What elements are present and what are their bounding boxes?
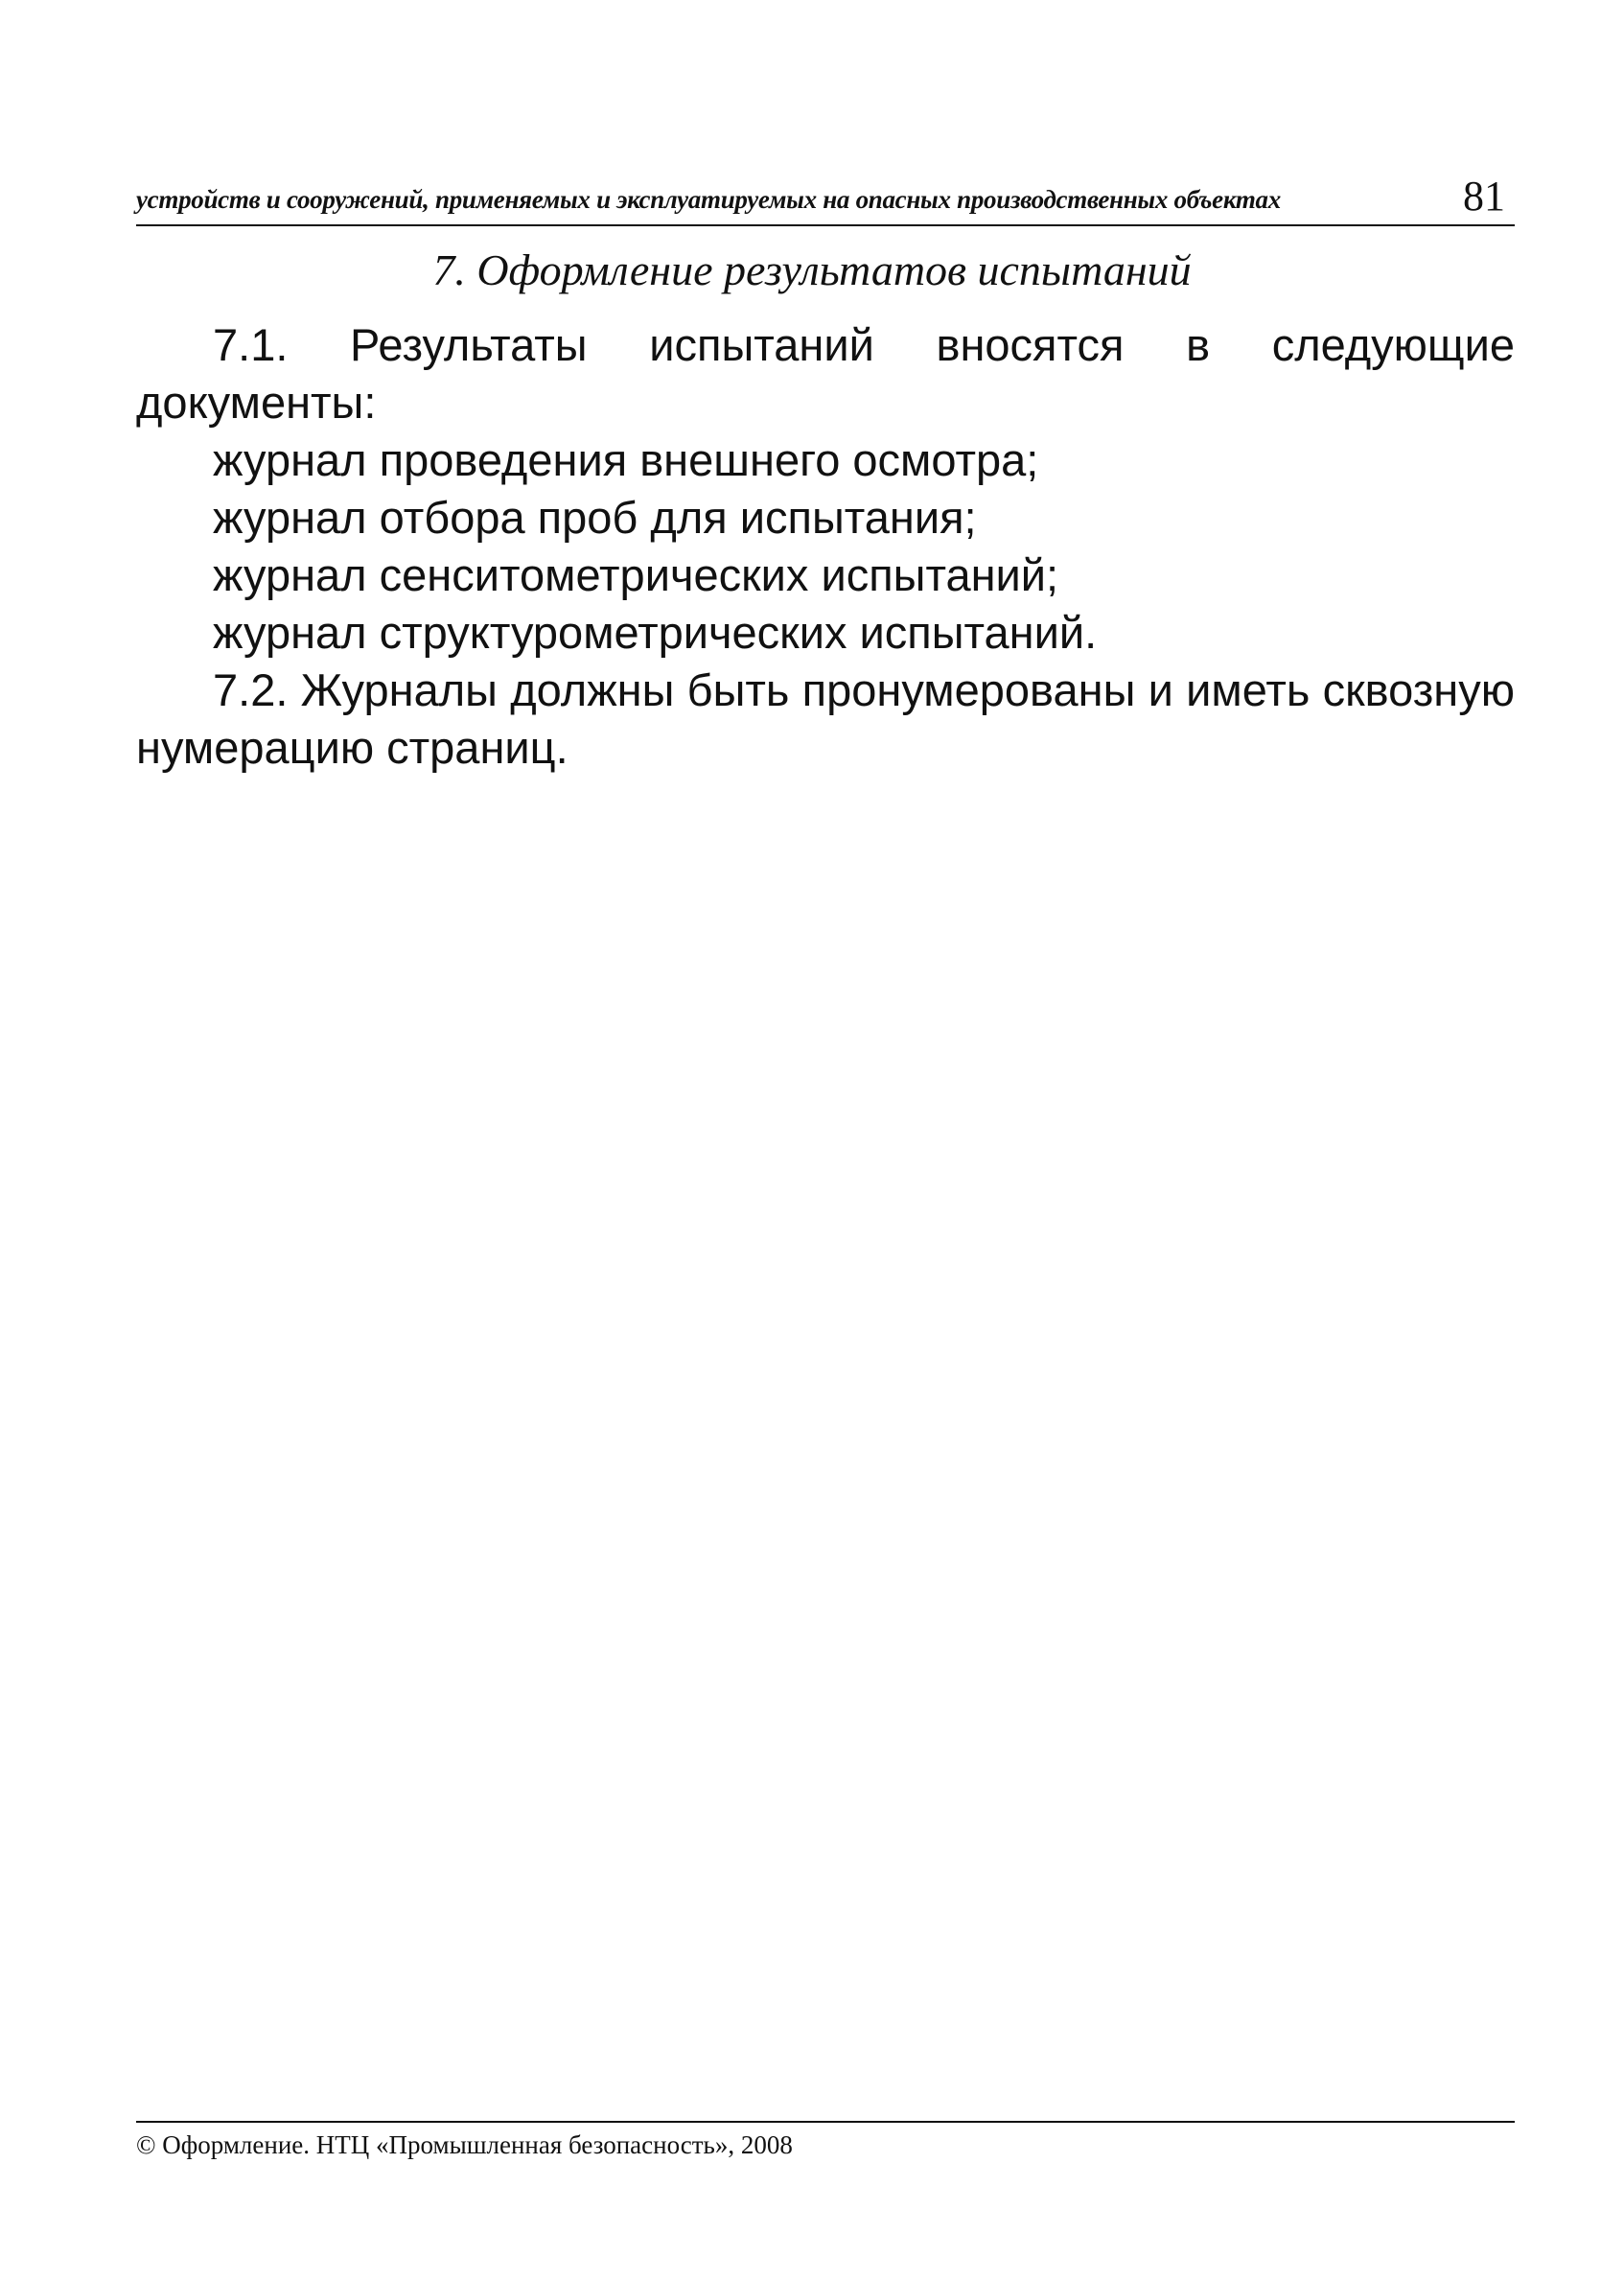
- document-list-item: журнал структурометрических испытаний.: [213, 607, 1098, 658]
- document-list-item: журнал проведения внешнего осмотра;: [213, 434, 1039, 485]
- page-number: 81: [1463, 173, 1505, 220]
- section-title: 7. Оформление результатов испытаний: [432, 245, 1192, 294]
- section-body: [136, 316, 1515, 777]
- footer-copyright: © Оформление. НТЦ «Промышленная безопасность», 2008: [136, 2130, 793, 2159]
- document-list-item: журнал отбора проб для испытания;: [213, 492, 977, 543]
- document-list-item: журнал сенситометрических испытаний;: [213, 549, 1059, 600]
- running-header-title: устройств и сооружений, применяемых и эксплуатируемых на опасных производственных объектах: [136, 185, 1281, 214]
- paragraph-7-2: 7.2. Журналы должны быть пронумерованы и иметь сквозную нумерацию страниц.: [136, 664, 1515, 773]
- footer-divider: [136, 2121, 1515, 2123]
- running-header: [136, 171, 1515, 226]
- paragraph-7-1: 7.1. Результаты испытаний вносятся в следующие документы:: [136, 319, 1515, 428]
